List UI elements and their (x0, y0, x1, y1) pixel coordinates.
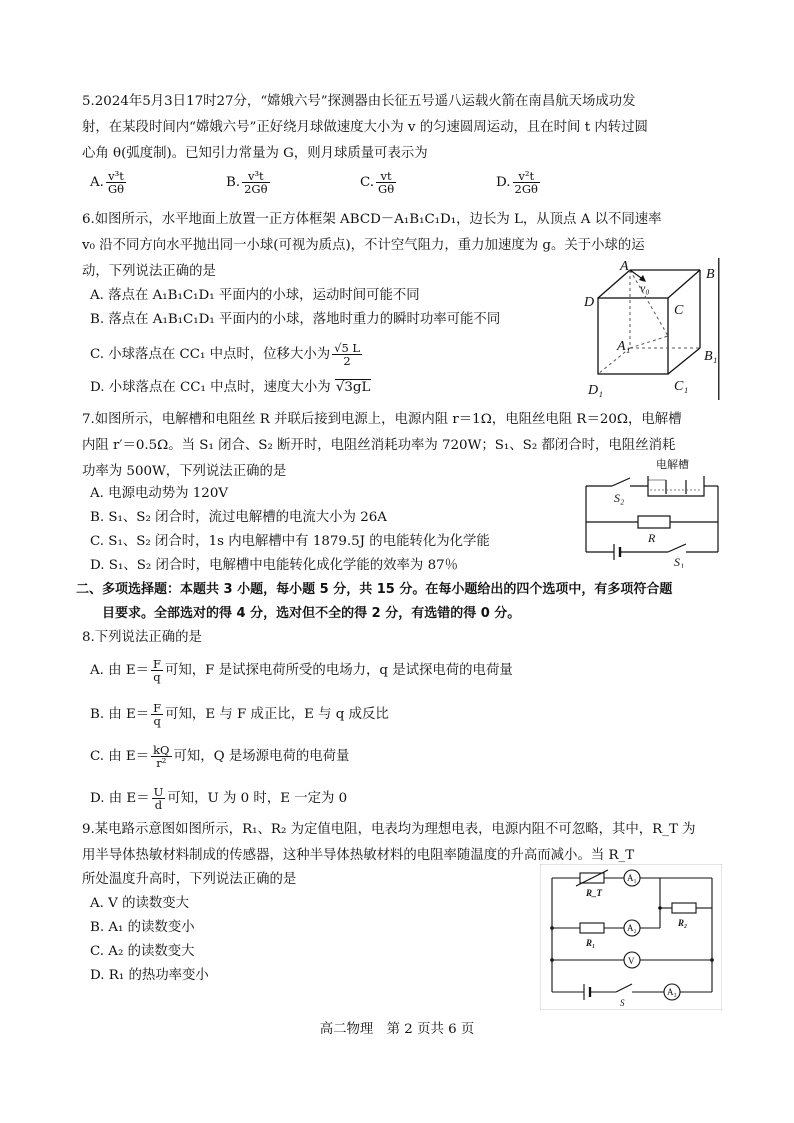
section-2-heading-line2: 目要求。全部选对的得 4 分，选对但不全的得 2 分，有选错的得 0 分。 (102, 606, 521, 621)
q8-option-d: D. 由 E＝ $\frac{U}{d}$ 可知，U 为 0 时，E 一定为 0 (90, 785, 348, 812)
label-A3-meter: A₃ (667, 987, 677, 997)
q7-option-c: C. S₁、S₂ 闭合时，1s 内电解槽中有 1879.5J 的电能转化为化学能 (90, 534, 490, 549)
cube-front-face (598, 298, 668, 374)
q8-stem: 8.下列说法正确的是 (82, 630, 202, 645)
q7-option-b: B. S₁、S₂ 闭合时，流过电解槽的电流大小为 26A (90, 510, 387, 525)
label-C: C (674, 303, 684, 318)
label-S1: S₁ (674, 555, 685, 568)
q6-option-a: A. 落点在 A₁B₁C₁D₁ 平面内的小球，运动时间可能不同 (90, 288, 420, 303)
label-B: B (706, 267, 715, 282)
q9-stem-line1: 9.某电路示意图如图所示，R₁、R₂ 为定值电阻，电表均为理想电表，电源内阻不可忽略，其中，R_T 为 (82, 822, 696, 837)
cube-figure (584, 258, 724, 400)
q5-stem-line2: 射，在某段时间内“嫦娥六号”正好绕月球做速度大小为 v 的匀速圆周运动，且在时间 t 内转过圆 (82, 120, 648, 135)
q9-option-b: B. A₁ 的读数变小 (90, 920, 195, 935)
label-R1: R₁ (586, 938, 596, 948)
q5-option-a: A. $\frac{\text{v³t}}{G\theta}$ (90, 169, 125, 196)
thermistor-circuit-figure (540, 864, 722, 1010)
label-D: D (584, 295, 595, 310)
q6-stem-line1: 6.如图所示，水平地面上放置一正方体框架 ABCD－A₁B₁C₁D₁，边长为 L，从顶点 A 以不同速率 (82, 212, 662, 227)
q5-stem-line1: 5.2024年5月3日17时27分，“嫦娥六号”探测器由长征五号遥八运载火箭在南昌航天场成功发 (82, 94, 636, 109)
label-RT: R_T (586, 888, 603, 898)
q9-option-d: D. R₁ 的热功率变小 (90, 968, 209, 983)
q6-option-d: D. 小球落点在 CC₁ 中点时，速度大小为 √3gL (90, 380, 371, 395)
q9-option-a: A. V 的读数变大 (90, 896, 190, 911)
label-A: A (620, 259, 629, 274)
label-S-switch: S (620, 998, 625, 1008)
q8-option-b: B. 由 E＝ $\frac{F}{q}$ 可知，E 与 F 成正比，E 与 q 成反比 (90, 701, 389, 728)
label-V-meter: V (628, 956, 635, 966)
q7-option-d: D. S₁、S₂ 闭合时，电解槽中电能转化成化学能的效率为 87％ (90, 558, 458, 573)
page-footer: 高二物理 第 2 页共 6 页 (319, 1022, 475, 1037)
q5-option-b: B. $\frac{\text{v³t}}{2G\theta}$ (226, 169, 268, 196)
label-A2-meter: A₂ (627, 923, 637, 933)
label-S2: S₂ (614, 491, 625, 505)
label-R2: R₂ (678, 918, 688, 928)
q8-option-c: C. 由 E＝ $\frac{kQ}{\text{r²}}$ 可知，Q 是场源电荷的电荷量 (90, 743, 350, 770)
q9-stem-line3: 所处温度升高时，下列说法正确的是 (82, 872, 297, 887)
q5-stem-line3: 心角 θ(弧度制)。已知引力常量为 G，则月球质量可表示为 (82, 146, 428, 161)
q6-stem-line3: 动，下列说法正确的是 (82, 264, 216, 279)
label-v0: v₀ (640, 281, 650, 295)
q7-stem-line2: 内阻 r′＝0.5Ω。当 S₁ 闭合、S₂ 断开时，电阻丝消耗功率为 720W；S₁、S₂ 都闭合时，电阻丝消耗 (82, 438, 676, 453)
label-electrolytic-tank: 电解槽 (656, 458, 689, 471)
q9-stem-line2: 用半导体热敏材料制成的传感器，这种半导体热敏材料的电阻率随温度的升高而减小。当 R_T (82, 848, 635, 863)
label-R: R (648, 531, 656, 545)
electrolysis-circuit-figure (578, 456, 728, 568)
q9-option-c: C. A₂ 的读数变大 (90, 944, 195, 959)
label-A1-meter: A₁ (627, 873, 637, 883)
q7-stem-line1: 7.如图所示，电解槽和电阻丝 R 并联后接到电源上，电源内阻 r＝1Ω，电阻丝电阻 R＝20Ω，电解槽 (82, 412, 682, 427)
q6-stem-line2: v₀ 沿不同方向水平抛出同一小球(可视为质点)，不计空气阻力，重力加速度为 g。关于小球的运 (82, 238, 645, 253)
q8-option-a: A. 由 E＝ $\frac{F}{q}$ 可知，F 是试探电荷所受的电场力，q 是试探电荷的电荷量 (90, 657, 513, 684)
q7-option-a: A. 电源电动势为 120V (90, 486, 229, 501)
section-2-heading-line1: 二、多项选择题：本题共 3 小题，每小题 5 分，共 15 分。在每小题给出的四个选项中，有多项符合题 (76, 582, 673, 597)
q5-option-c: C. $\frac{vt}{G\theta}$ (360, 169, 395, 196)
q7-stem-line3: 功率为 500W，下列说法正确的是 (82, 464, 287, 479)
label-D1: D₁ (588, 383, 603, 398)
label-B1: B₁ (704, 349, 718, 364)
q5-option-d: D. $\frac{\text{v²t}}{2G\theta}$ (496, 169, 538, 196)
q6-option-c: C. 小球落点在 CC₁ 中点时，位移大小为 $\frac{√5 L}{2}$ (90, 341, 361, 368)
label-C1: C₁ (674, 379, 689, 394)
q6-option-b: B. 落点在 A₁B₁C₁D₁ 平面内的小球，落地时重力的瞬时功率可能不同 (90, 312, 501, 327)
label-A1: A₁ (617, 339, 631, 354)
